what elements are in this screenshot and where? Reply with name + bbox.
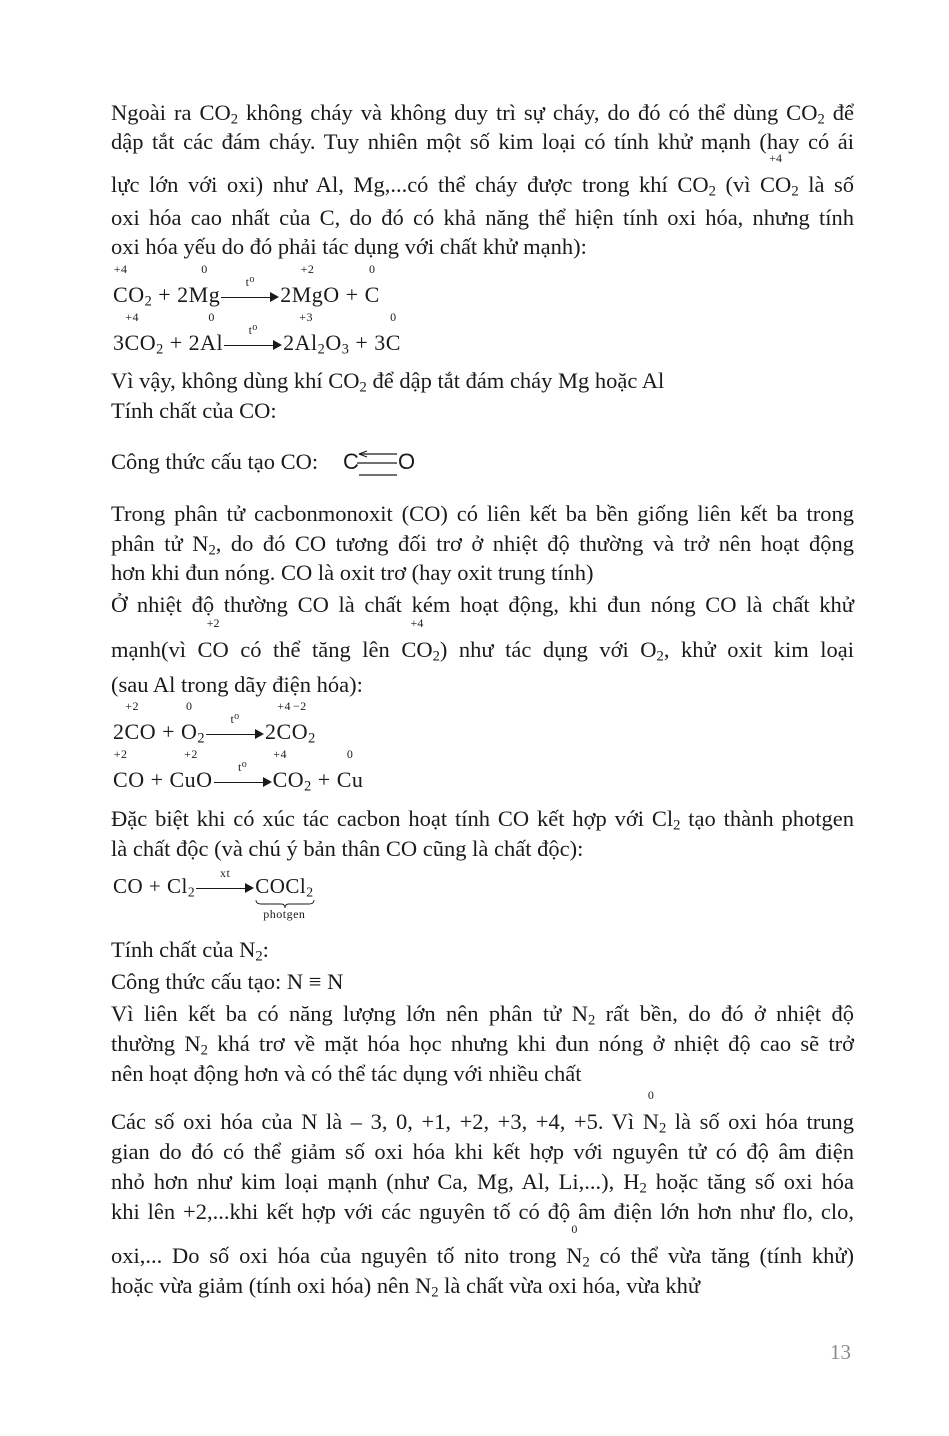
oxidation-number: 0 [208,310,215,324]
oxidation-number: +2 [125,699,139,713]
equation-co-cuo [113,747,364,795]
reaction-arrow-icon [196,866,254,895]
equation-co2-mg [113,262,380,310]
triple-bond-icon [343,448,418,478]
species [291,699,309,746]
species [336,747,364,794]
text: C [124,719,140,744]
text: O [325,330,342,355]
oxidation-species [642,1088,659,1137]
text: oxi,... Do số oxi hóa của nguyên tố nito trong [111,1243,567,1268]
text: CO [197,637,229,662]
text: + [339,282,365,307]
subscript: 2 [230,111,239,128]
oxidation-number: +4 [273,747,288,761]
paragraph-1-line-1 [111,98,854,128]
text: để dập tắt đám cháy Mg hoặc Al [366,368,665,393]
subscript: 2 [200,1042,208,1059]
text: O [287,767,305,792]
subscript: 2 [673,817,681,834]
subscript: 2 [656,648,664,665]
species [385,310,401,357]
oxidation-number: 0 [201,262,208,276]
text: C [364,282,380,307]
paragraph-1-line-3 [111,151,854,200]
oxidation-number: 0 [346,747,354,761]
subscript: 2 [639,1180,647,1197]
text: C [113,282,129,307]
text: Al [294,330,318,355]
text: nhỏ hơn như kim loại mạnh (như Ca, Mg, Al, Li,...), H [111,1169,640,1194]
subscript: 2 [156,341,164,358]
reaction-arrow-icon [214,759,272,789]
oxidation-number: 0 [647,1088,654,1102]
subscript: 2 [208,542,216,559]
paragraph-3-line-4: Ở nhiệt độ thường CO là chất kém hoạt động, khi đun nóng CO là chất khử [111,592,854,617]
text: 3 [113,330,125,355]
subscript: 2 [255,948,263,965]
oxidation-number: 0 [390,310,397,324]
species [294,310,318,357]
text: Vì liên kết ba có năng lượng lớn nên phân tử N [111,1001,588,1026]
subscript: 2 [582,1254,590,1271]
reaction-condition: xt [220,866,231,881]
text: là số oxi hóa trung [666,1109,854,1134]
paragraph-3-line-1: Trong phân tử cacbonmonoxit (CO) có liên kết ba bền giống liên kết ba trong [111,501,854,526]
reaction-condition: t⁰ [230,711,240,726]
text: CO [760,172,792,197]
species [124,699,140,746]
text: Mg [188,282,221,307]
text: C [276,719,292,744]
oxidation-number: 0 [368,262,376,276]
text: : [262,937,269,962]
oxygen-atom: O [398,449,416,474]
phosgene-product [255,872,314,921]
text: có thể tăng lên [228,637,402,662]
text: O [128,767,145,792]
species [200,310,224,357]
text: + 2 [152,282,189,307]
text: rất bền, do đó ở nhiệt độ [595,1001,854,1026]
paragraph-5-line-5: nên hoạt động hơn và có thể tác dụng với nhiều chất [111,1061,582,1086]
paragraph-4-line-1 [111,804,854,834]
reaction-arrow-icon [224,322,282,352]
text: O [181,719,198,744]
text: thường N [111,1031,201,1056]
paragraph-3-line-6: (sau Al trong dãy điện hóa): [111,672,363,697]
text: + [156,719,181,744]
species [364,262,380,309]
species [113,262,129,309]
text: Mg [291,282,324,307]
subscript: 2 [197,730,206,747]
species [272,747,288,794]
subscript: 2 [432,648,440,665]
subscript: 2 [187,884,196,900]
paragraph-5-line-4 [111,1029,854,1059]
text: hoặc vừa giảm (tính oxi hóa) nên N [111,1273,432,1298]
species [169,747,213,794]
page-number: 13 [830,1340,851,1364]
subscript: 2 [304,778,312,795]
oxidation-number: −2 [293,699,307,713]
species [276,699,292,746]
paragraph-6-line-6 [111,1271,854,1301]
text: + [144,767,170,792]
text: 2 [113,719,125,744]
oxidation-number: +2 [206,616,220,630]
text: O [291,719,309,744]
text: CO + Cl [113,874,188,898]
text: Đặc biệt khi có xúc tác cacbon hoạt tính CO kết hợp với Cl [111,806,674,831]
subscript: 2 [306,884,314,900]
text: (vì [715,172,761,197]
text: + 3 [349,330,386,355]
oxidation-number: 0 [185,699,193,713]
text: khá trơ về mặt hóa học nhưng khi đun nóng ở nhiệt độ cao sẽ trở [207,1031,855,1056]
equation-co-o2 [113,699,316,747]
reaction-arrow-icon [221,274,279,304]
reaction-condition: t⁰ [237,759,248,774]
text: Tính chất của N [111,937,256,962]
text: Vì vậy, không dùng khí CO [111,368,360,393]
paragraph-1-line-4: oxi hóa cao nhất của C, do đó có khả năng thể hiện tính oxi hóa, nhưng tính [111,205,854,230]
text: 2 [283,330,295,355]
paragraph-5-line-2: Công thức cấu tạo: N ≡ N [111,969,344,994]
subscript: 2 [431,1284,439,1301]
oxidation-number: +4 [410,616,424,630]
paragraph-3-line-3: hơn khi đun nóng. CO là oxit trơ (hay oxit trung tính) [111,560,594,585]
subscript: 2 [791,183,799,200]
text: có thể vừa tăng (tính khử) [589,1243,855,1268]
text: Ngoài ra CO [111,100,231,125]
species [181,699,198,746]
oxidation-species [760,151,792,200]
text: Cu [336,767,364,792]
text: , khử oxit kim loại [663,637,854,662]
text: C [113,767,129,792]
species [291,262,324,309]
text: COCl [255,874,307,898]
paragraph-6-line-1 [111,1088,854,1137]
co-structural-formula [343,448,418,478]
text: 2 [280,282,292,307]
paragraph-3-line-2 [111,529,854,559]
oxidation-number: +2 [300,262,315,276]
paragraph-6-line-2: gian do đó có thể giảm số oxi hóa khi kết hợp với nguyên tử có độ âm điện [111,1139,854,1164]
text: là chất vừa oxi hóa, vừa khử [438,1273,701,1298]
paragraph-1-line-2: dập tắt các đám cháy. Tuy nhiên một số kim loại có tính khử mạnh (hay có ái [111,129,854,154]
oxidation-species [197,616,229,665]
oxidation-number: +3 [299,310,314,324]
oxidation-number: +4 [769,151,783,165]
text: tạo thành photgen [680,806,854,831]
equation-co2-al [113,310,401,358]
oxidation-number: +4 [125,310,139,324]
text: C [385,330,401,355]
text: N [566,1243,583,1268]
text: CuO [169,767,213,792]
paragraph-4-line-2: là chất độc (và chú ý bản thân CO cũng là chất độc): [111,836,584,861]
text: + [311,767,337,792]
species [113,747,129,794]
paragraph-6-line-5 [111,1222,855,1271]
text: O [323,282,340,307]
text: hoặc tăng số oxi hóa [646,1169,854,1194]
paragraph-5-line-3 [111,999,854,1029]
text: Al [200,330,224,355]
text: O [139,719,157,744]
text: không cháy và không duy trì sự cháy, do đó có thể dùng CO [238,100,818,125]
text: lực lớn với oxi) như Al, Mg,...có thể cháy được trong khí CO [111,172,709,197]
oxidation-species [401,616,433,665]
oxidation-number: +4 [113,262,128,276]
paragraph-5-line-1 [111,935,854,965]
subscript: 2 [658,1120,667,1137]
text: O [128,282,145,307]
species [124,310,140,357]
subscript: 2 [817,111,825,128]
oxidation-number: +4 [277,699,292,713]
paragraph-6-line-4: khi lên +2,...khi kết hợp với các nguyên tố có độ âm điện lớn hơn như flo, clo, [111,1199,854,1224]
text: O [139,330,157,355]
oxidation-number: +2 [113,747,128,761]
text: phân tử N [111,531,209,556]
text: để [824,100,854,125]
paragraph-2-line-1 [111,366,854,396]
oxidation-number: 0 [571,1222,578,1236]
species [188,262,221,309]
brace-label: photgen [263,907,306,921]
subscript: 3 [341,341,350,358]
text: CO [401,637,433,662]
carbon-atom: C [343,449,359,474]
oxidation-number: +2 [184,747,198,761]
text: C [272,767,288,792]
subscript: 2 [587,1012,596,1029]
reaction-arrow-icon [206,711,264,741]
reaction-condition: t⁰ [245,274,255,289]
paragraph-1-line-5: oxi hóa yếu do đó phải tác dụng với chất khử mạnh): [111,234,587,259]
paragraph-2-line-2: Tính chất của CO: [111,398,277,423]
oxidation-species [566,1222,583,1271]
text: ) như tác dụng với O [439,637,657,662]
co-structure-label: Công thức cấu tạo CO: [111,449,319,474]
subscript: 2 [359,379,367,396]
text: , do đó CO tương đối trơ ở nhiệt độ thường và trở nên hoạt động [215,531,854,556]
subscript: 2 [308,730,316,747]
reaction-condition: t⁰ [248,322,258,337]
subscript: 2 [144,293,153,310]
subscript: 2 [317,341,326,358]
text: Các số oxi hóa của N là – 3, 0, +1, +2, +3, +4, +5. Vì [111,1109,643,1134]
text: là số [798,172,854,197]
paragraph-6-line-3 [111,1167,854,1197]
paragraph-3-line-5 [111,616,854,665]
subscript: 2 [708,183,716,200]
text: C [124,330,140,355]
text: N [642,1109,659,1134]
equation-phosgene [113,866,314,921]
text: 2 [265,719,277,744]
text: + 2 [163,330,201,355]
text: mạnh(vì [111,637,198,662]
